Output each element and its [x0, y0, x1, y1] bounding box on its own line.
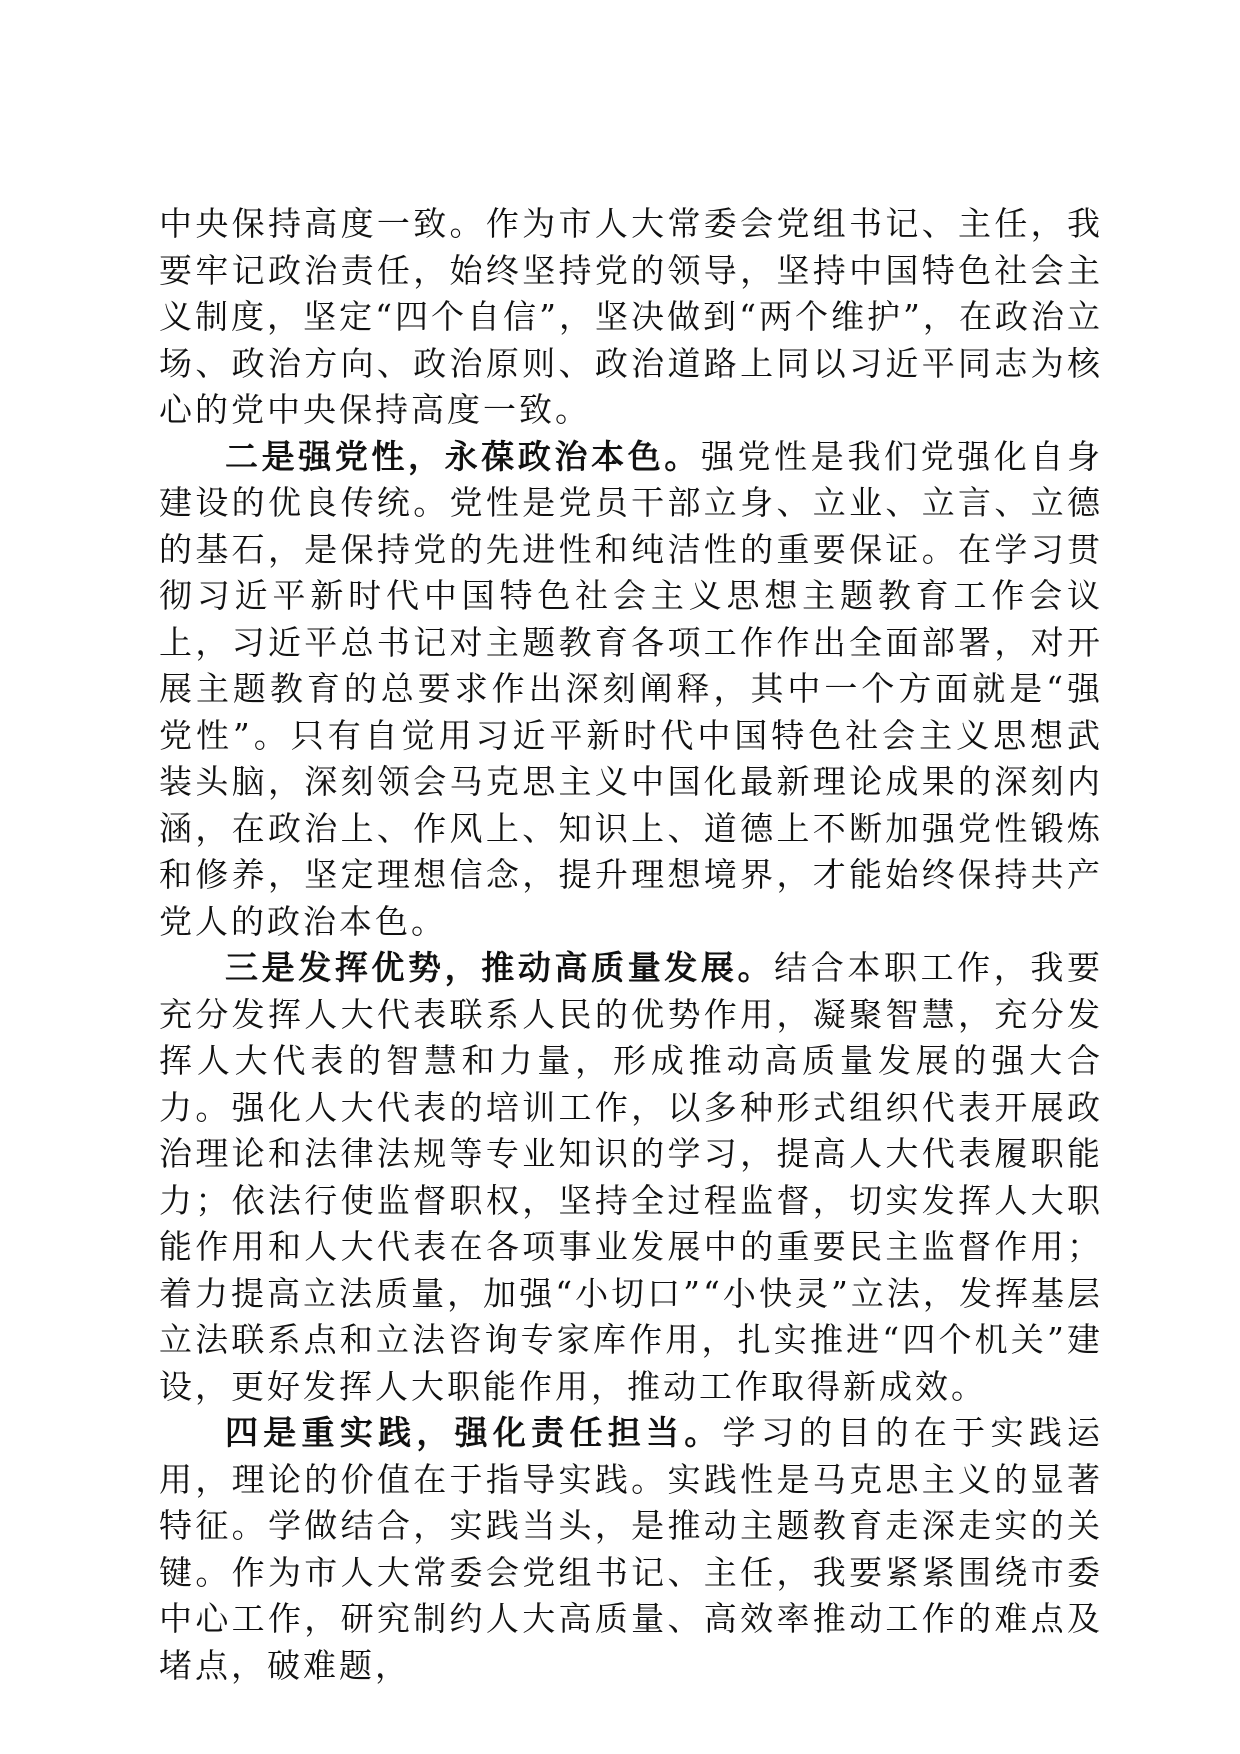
paragraph-heading: 三是发挥优势，推动高质量发展。: [225, 948, 775, 987]
paragraph-text: 中央保持高度一致。作为市人大常委会党组书记、主任，我要牢记政治责任，始终坚持党的领导，坚持中国特色社会主义制度，坚定“四个自信”，坚决做到“两个维护”，在政治立场、政治方向、政治原则、政治道路上同以习近平同志为核心的党中央保持高度一致。: [159, 204, 1103, 429]
paragraph-heading: 四是重实践，强化责任担当。: [225, 1413, 723, 1452]
paragraph-text: 学习的目的在于实践运用，理论的价值在于指导实践。实践性是马克思主义的显著特征。学做结合，实践当头，是推动主题教育走深走实的关键。作为市人大常委会党组书记、主任，我要紧紧围绕市委中心工作，研究制约人大高质量、高效率推动工作的难点及堵点，破难题，: [159, 1413, 1104, 1685]
document-body: [159, 201, 1103, 1689]
paragraph-high-quality-development: [159, 945, 1103, 1410]
paragraph-heading: 二是强党性，永葆政治本色。: [225, 436, 701, 476]
paragraph-continuation: [159, 201, 1103, 434]
paragraph-text: 强党性是我们党强化自身建设的优良传统。党性是党员干部立身、立业、立言、立德的基石，是保持党的先进性和纯洁性的重要保证。在学习贯彻习近平新时代中国特色社会主义思想主题教育工作会议上，习近平总书记对主题教育各项工作作出全面部署，对开展主题教育的总要求作出深刻阐释，其中一个方面就是“强党性”。只有自觉用习近平新时代中国特色社会主义思想武装头脑，深刻领会马克思主义中国化最新理论成果的深刻内涵，在政治上、作风上、知识上、道德上不断加强党性锻炼和修养，坚定理想信念，提升理想境界，才能始终保持共产党人的政治本色。: [159, 436, 1104, 941]
paragraph-practice-responsibility: [159, 1410, 1103, 1689]
paragraph-text: 结合本职工作，我要充分发挥人大代表联系人民的优势作用，凝聚智慧，充分发挥人大代表的智慧和力量，形成推动高质量发展的强大合力。强化人大代表的培训工作，以多种形式组织代表开展政治理论和法律法规等专业知识的学习，提高人大代表履职能力；依法行使监督职权，坚持全过程监督，切实发挥人大职能作用和人大代表在各项事业发展中的重要民主监督作用；着力提高立法质量，加强“小切口”“小快灵”立法，发挥基层立法联系点和立法咨询专家库作用，扎实推进“四个机关”建设，更好发挥人大职能作用，推动工作取得新成效。: [159, 948, 1104, 1406]
paragraph-party-spirit: [159, 434, 1103, 946]
